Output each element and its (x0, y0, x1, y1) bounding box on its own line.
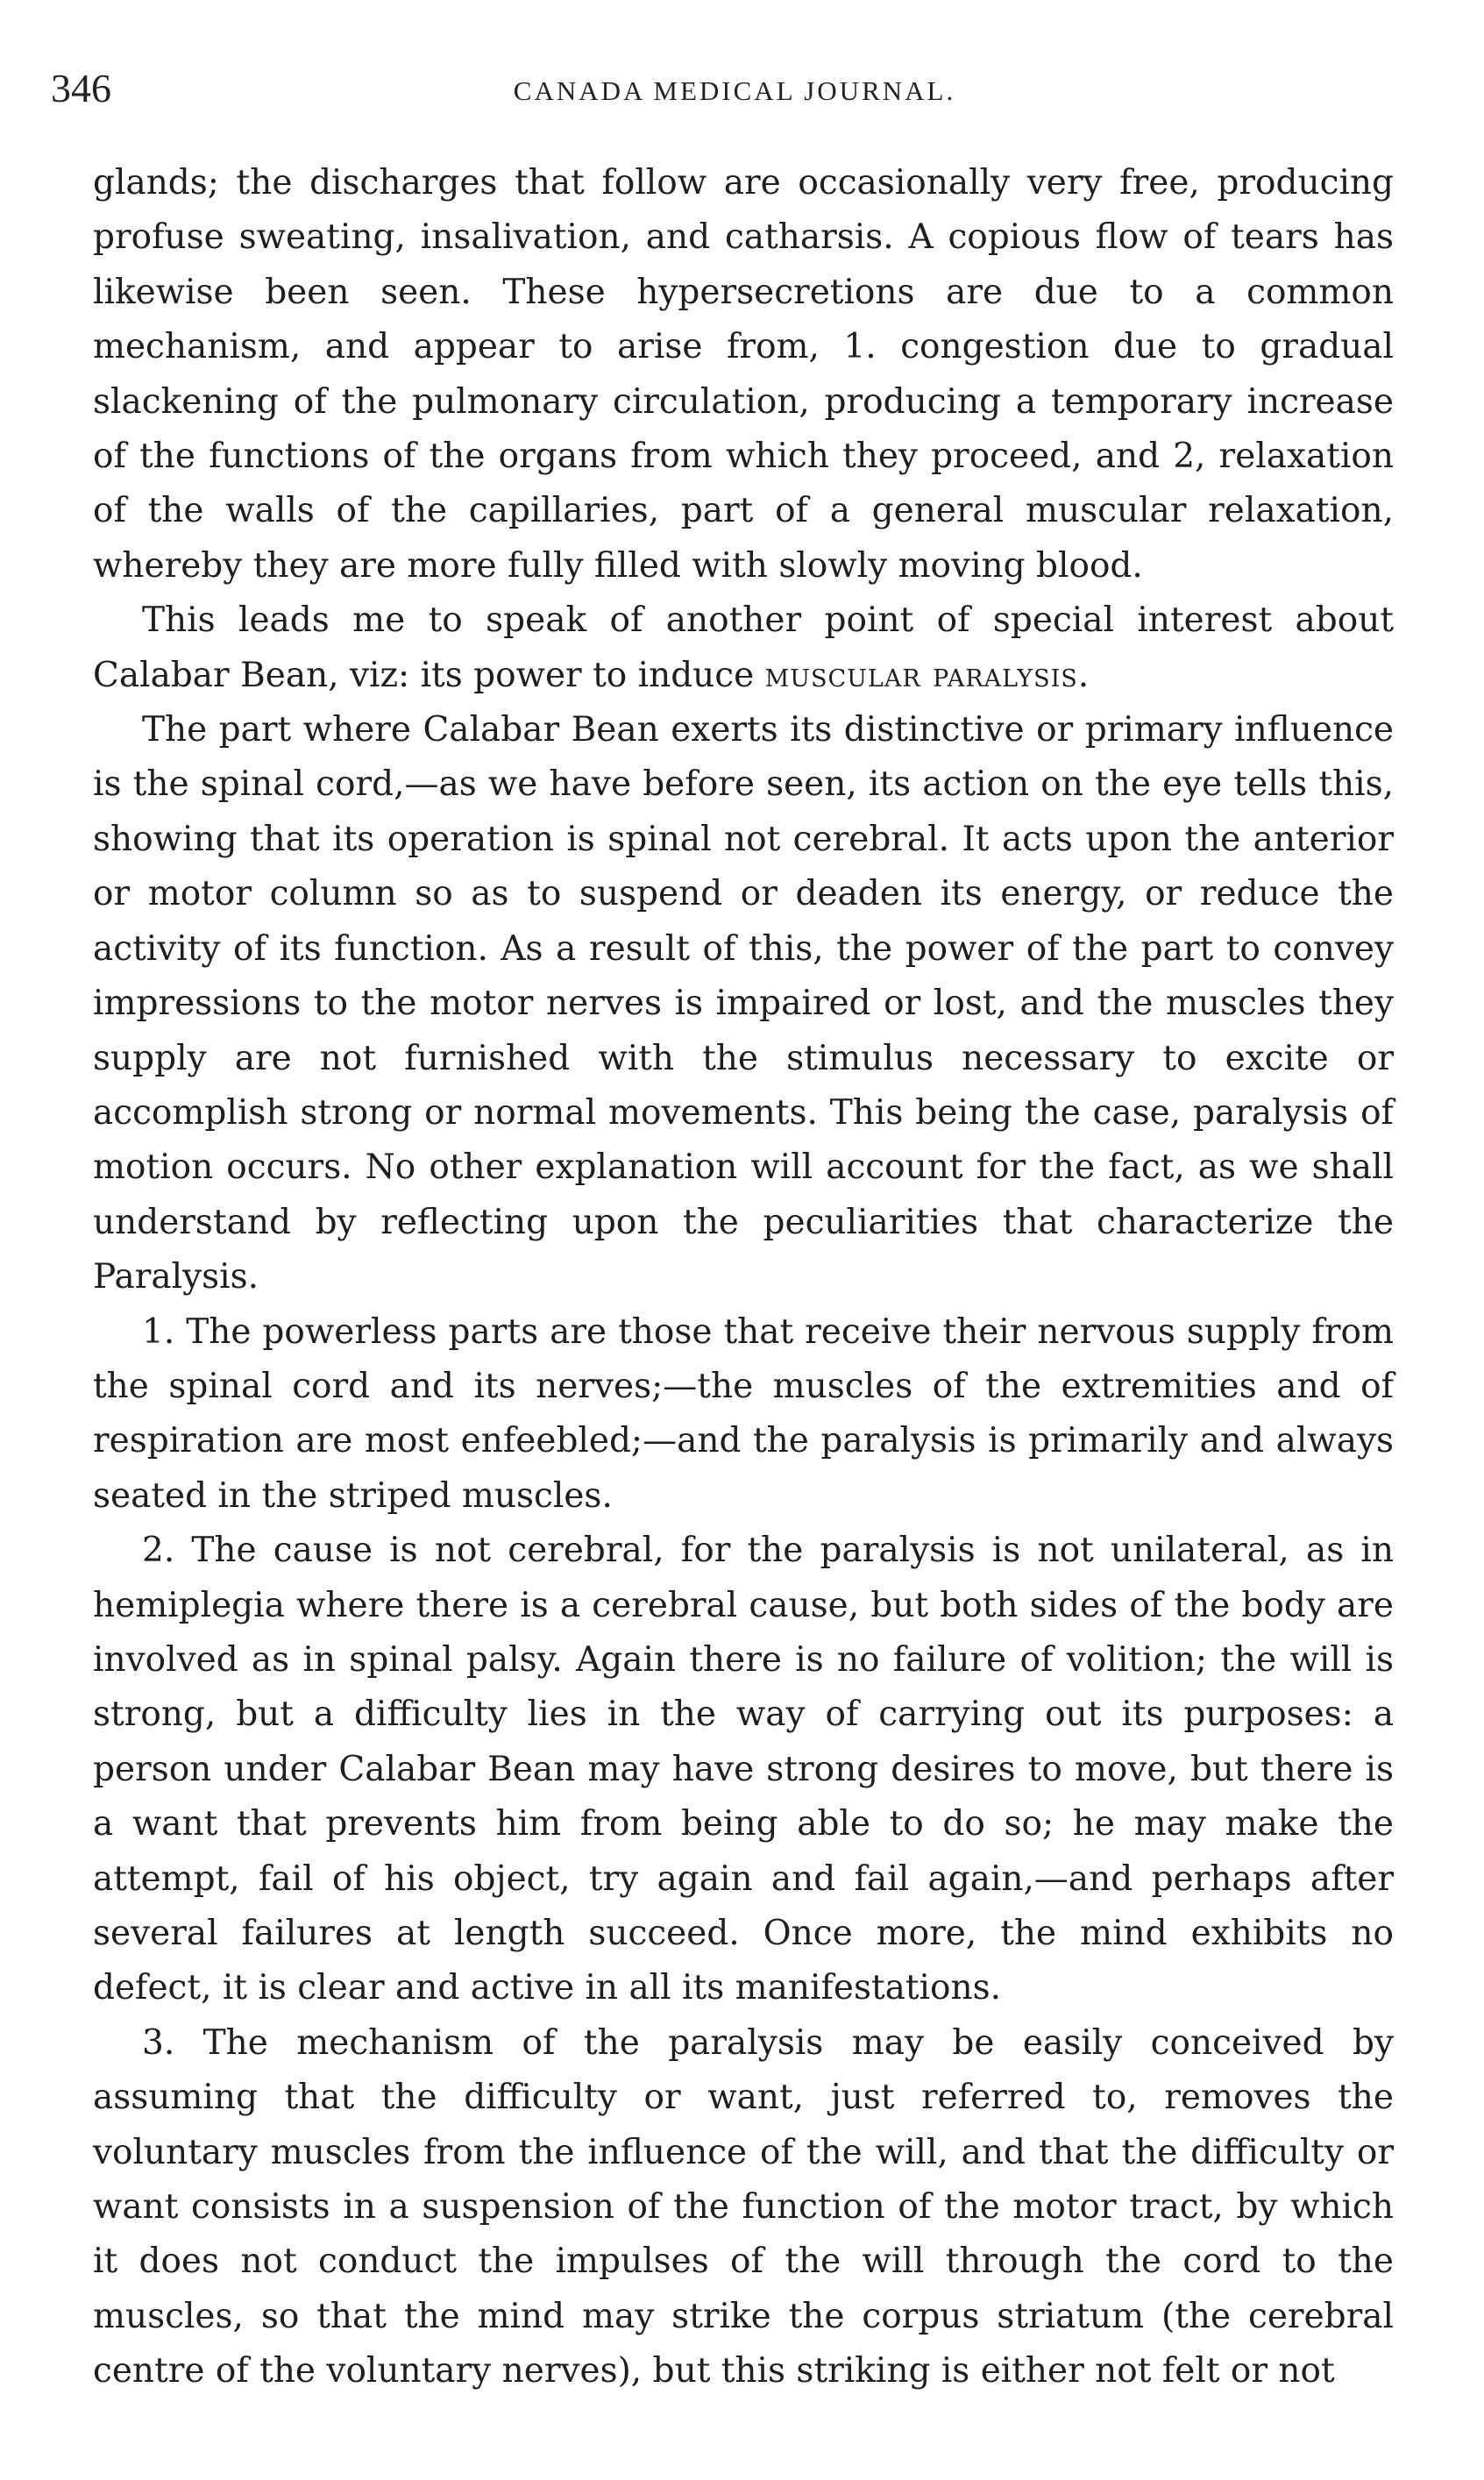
paragraph-text: This leads me to speak of another point of special interest about Calabar Bean, viz: its power to induce (93, 600, 1394, 695)
paragraph-continuation: glands; the discharges that follow are occasionally very free, producing profuse sweating, insalivation, and catharsis. A copious flow of tears has likewise been seen. These hypersecretions are due to a common mechanism, and appear to arise from, 1. congestion due to gradual slackening of the pulmonary circulation, producing a temporary increase of the functions of the organs from which they proceed, and 2, relaxation of the walls of the capillaries, part of a general muscular relaxation, whereby they are more fully filled with slowly moving blood. (93, 163, 1394, 586)
paragraph-spinal-cord: The part where Calabar Bean exerts its distinctive or primary influence is the spinal cord,—as we have before seen, its action on the eye tells this, showing that its operation is spinal not cerebral. It acts upon the anterior or motor column so as to suspend or deaden its energy, or reduce the activity of its function. As a result of this, the power of the part to convey impressions to the motor nerves is impaired or lost, and the muscles they supply are not furnished with the stimulus necessary to excite or accomplish strong or normal movements. This being the case, paralysis of motion occurs. No other explanation will account for the fact, as we shall understand by reflecting upon the peculiarities that characterize the Paralysis. (93, 710, 1394, 1297)
paragraph-point-1: 1. The powerless parts are those that receive their nervous supply from the spinal cord and its nerves;—the muscles of the extremities and of respiration are most enfeebled;—and the paralysis is primarily and always seated in the striped muscles. (93, 1311, 1394, 1516)
page-number: 346 (51, 66, 111, 110)
section-term-muscular-paralysis: muscular paralysis. (764, 655, 1090, 695)
paragraph-point-3: 3. The mechanism of the paralysis may be easily conceived by assuming that the difficulty or want, just referred to, removes the voluntary muscles from the influence of the will, and that the difficulty or want consists in a suspension of the function of the motor tract, by which it does not conduct the impulses of the will through the cord to the muscles, so that the mind may strike the corpus striatum (the cerebral centre of the voluntary nerves), but this striking is either not felt or not (93, 2022, 1394, 2391)
paragraph-point-2: 2. The cause is not cerebral, for the paralysis is not unilateral, as in hemiplegia where there is a cerebral cause, but both sides of the body are involved as in spinal palsy. Again there is no failure of volition; the will is strong, but a difficulty lies in the way of carrying out its purposes: a person under Calabar Bean may have strong desires to move, but there is a want that prevents him from being able to do so; he may make the attempt, fail of his object, try again and fail again,—and perhaps after several failures at length succeed. Once more, the mind exhibits no defect, it is clear and active in all its manifestations. (93, 1531, 1394, 2008)
running-title: CANADA MEDICAL JOURNAL. (513, 75, 956, 106)
body-text (93, 156, 1394, 2399)
page-header (51, 65, 1418, 117)
paragraph-muscular-paralysis (93, 593, 1394, 703)
